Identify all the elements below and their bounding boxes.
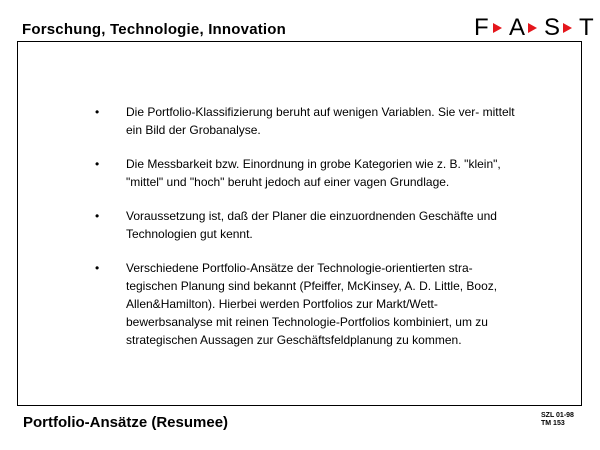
bullet-list [95, 103, 515, 365]
slide-code-line: SZL 01-98 [541, 412, 574, 419]
bullet-text: Verschiedene Portfolio-Ansätze der Technologie-orientierten stra- tegischen Planung sind bekannt (Pfeiffer, McKinsey, A. D. Little, Booz, Allen&Hamilton). Hierbei werden Portfolios zur Markt/Wett- bewerbsanalyse mit reinen Technologie-Portfolios kombiniert, um zu strategischen Aussagen zur Geschäftsfeldplanung zu kommen. [126, 261, 498, 347]
logo-arrow-icon [528, 23, 537, 33]
bullet-text: Voraussetzung ist, daß der Planer die einzuordnenden Geschäfte und Technologien gut kennt. [126, 209, 497, 241]
slide-code [541, 412, 574, 428]
logo-letter-s: S [544, 14, 561, 41]
bullet-item [95, 155, 515, 191]
bullet-dot-icon: • [95, 209, 100, 223]
page-header-title: Forschung, Technologie, Innovation [22, 21, 287, 38]
bullet-dot-icon: • [95, 261, 100, 275]
bullet-item [95, 207, 515, 243]
bullet-item [95, 259, 515, 349]
bullet-dot-icon: • [95, 157, 100, 171]
logo-arrow-icon [493, 23, 502, 33]
logo-letter-f: F [474, 14, 489, 41]
logo-letter-t: T [579, 14, 594, 41]
bullet-dot-icon: • [95, 105, 100, 119]
slide-code-line: TM 153 [541, 420, 565, 427]
slide-footer-title: Portfolio-Ansätze (Resumee) [23, 414, 229, 431]
logo-arrow-icon [563, 23, 572, 33]
bullet-item [95, 103, 515, 139]
bullet-text: Die Messbarkeit bzw. Einordnung in grobe Kategorien wie z. B. "klein", "mittel" und "hoch" beruht jedoch auf einer vagen Grundlage. [126, 157, 501, 189]
logo-letter-a: A [509, 14, 526, 41]
fast-logo [474, 16, 593, 40]
bullet-text: Die Portfolio-Klassifizierung beruht auf wenigen Variablen. Sie ver- mittelt ein Bild der Grobanalyse. [126, 105, 515, 137]
